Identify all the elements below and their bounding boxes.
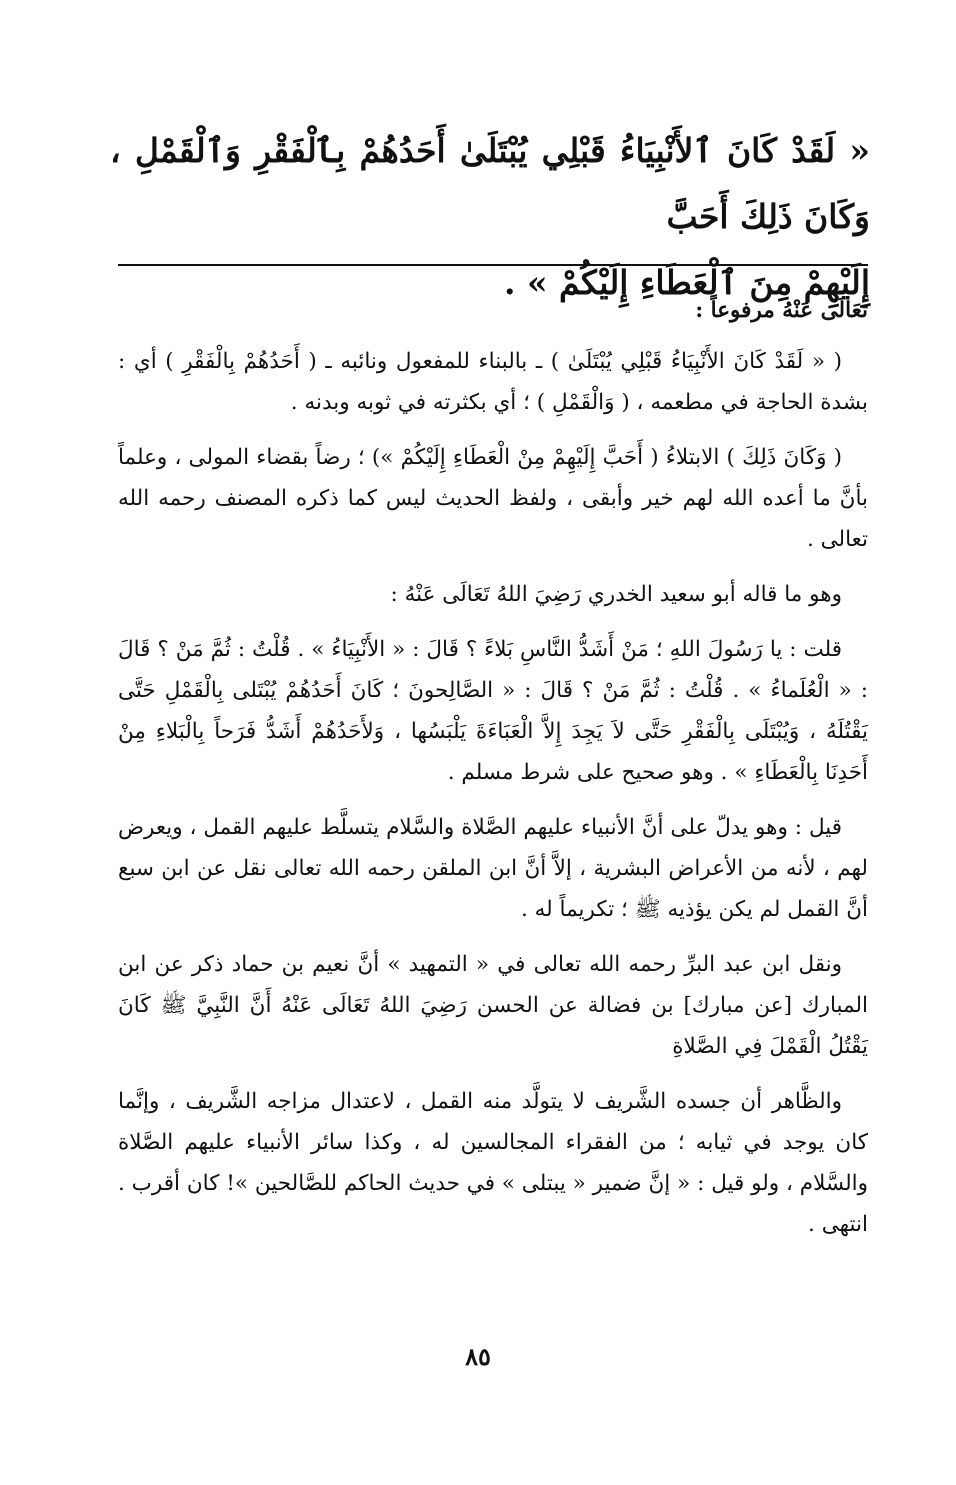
- hadith-line-2: إِلَيْهِمْ مِنَ ٱلْعَطَاءِ إِلَيْكُمْ » .: [503, 263, 870, 302]
- commentary-paragraph-4: قلت : يا رَسُولَ اللهِ ؛ مَنْ أَشَدُّ النَّاسِ بَلاءً ؟ قَالَ : « الأَنْبِيَاءُ » . قُلْتُ : ثُمَّ مَنْ ؟ قَالَ : « الْعُلَماءُ » . قُلْتُ : ثُمَّ مَنْ ؟ قَالَ : « الصَّالِحونَ ؛ كَانَ أَحَدُهُمْ يُبْتَلى بِالْقَمْلِ حَتَّى يَقْتُلَهُ ، وَيُبْتَلَى بِالْفَقْرِ حَتَّى لاَ يَجِدَ إِلاَّ الْعَبَاءَةَ يَلْبَسُها ، وَلأَحَدُهُمْ أَشَدُّ فَرَحاً بِالْبَلاءِ مِنْ أَحَدِنَا بِالْعَطَاءِ » . وهو صحيح على شرط مسلم .: [118, 637, 868, 785]
- commentary-paragraph-1: ( « لَقَدْ كَانَ الأَنْبِيَاءُ قَبْلِي يُبْتَلَىٰ ) ـ بالبناء للمفعول ونائبه ـ ( أَحَدُهُمْ بِالْفَقْرِ ) أي : بشدة الحاجة في مطعمه ، ( وَالْقَمْلِ ) ؛ أي بكثرته في ثوبه وبدنه .: [118, 349, 868, 415]
- commentary-paragraph-6: ونقل ابن عبد البرِّ رحمه الله تعالى في « التمهيد » أنَّ نعيم بن حماد ذكر عن ابن المبارك [عن مبارك] بن فضالة عن الحسن رَضِيَ اللهُ تَعَالَى عَنْهُ أَنَّ النَّبِيَّ ﷺ كَانَ يَقْتُلُ الْقَمْلَ فِي الصَّلاةِ: [118, 952, 868, 1059]
- hadith-line-1: « لَقَدْ كَانَ ٱلأَنْبِيَاءُ قَبْلِي يُبْتَلَىٰ أَحَدُهُمْ بِٱلْفَقْرِ وَٱلْقَمْلِ ، وَكَانَ ذَلِكَ أَحَبَّ: [110, 131, 870, 236]
- footnote-separator: [118, 264, 868, 266]
- commentary-paragraph-2: ( وَكَانَ ذَلِكَ ) الابتلاءُ ( أَحَبَّ إِلَيْهِمْ مِنْ الْعَطَاءِ إِلَيْكُمْ ») ؛ رضاً بقضاء المولى ، وعلماً بأنَّ ما أعده الله لهم خير وأبقى ، ولفظ الحديث ليس كما ذكره المصنف رحمه الله تعالى .: [118, 445, 868, 552]
- page-number: ٨٥: [465, 1342, 491, 1371]
- commentary-paragraph-3: وهو ما قاله أبو سعيد الخدري رَضِيَ اللهُ تَعَالَى عَنْهُ :: [390, 582, 842, 607]
- commentary-paragraph-5: قيل : وهو يدلّ على أنَّ الأنبياء عليهم الصَّلاة والسَّلام يتسلَّط عليهم القمل ، ويعرض لهم ، لأنه من الأعراض البشرية ، إلاَّ أنَّ ابن الملقن رحمه الله تعالى نقل عن ابن سبع أنَّ القمل لم يكن يؤذيه ﷺ ؛ تكريماً له .: [118, 815, 868, 922]
- hadith-text: [110, 118, 870, 316]
- commentary-paragraph-7: والظَّاهر أن جسده الشَّريف لا يتولَّد منه القمل ، لاعتدال مزاجه الشَّريف ، وإنَّما كان يوجد في ثيابه ؛ من الفقراء المجالسين له ، وكذا سائر الأنبياء عليهم الصَّلاة والسَّلام ، ولو قيل : « إنَّ ضمير « يبتلى » في حديث الحاكم للصَّالحين »! كان أقرب . انتهى .: [118, 1089, 868, 1237]
- commentary-text: [118, 290, 868, 1259]
- commentary-continuation: تعَالَى عَنْهُ مرفوعاً :: [695, 298, 868, 323]
